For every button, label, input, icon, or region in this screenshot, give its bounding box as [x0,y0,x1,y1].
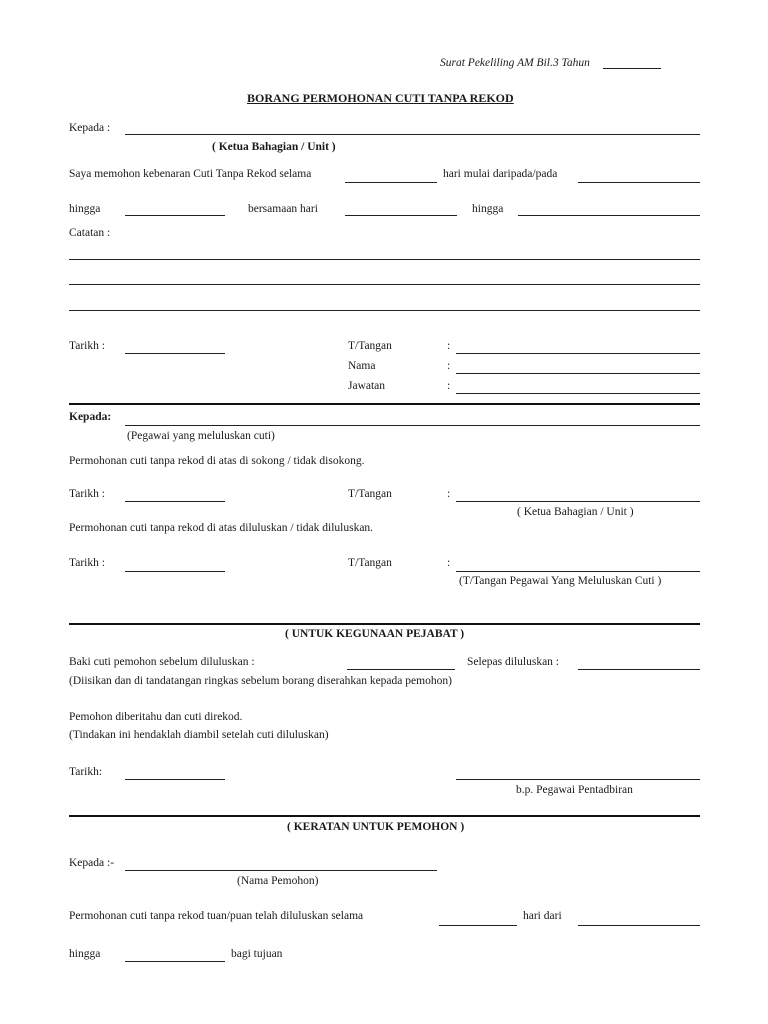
hingga-line-2[interactable] [518,215,700,216]
ttangan-line[interactable] [456,353,700,354]
pegawai-caption: (Pegawai yang meluluskan cuti) [127,430,275,442]
days-line[interactable] [345,182,437,183]
catatan-line-3[interactable] [69,310,700,311]
tarikh-line-3[interactable] [125,571,225,572]
selepas-line[interactable] [578,669,700,670]
nama-pemohon-line[interactable] [125,870,437,871]
circular-reference: Surat Pekeliling AM Bil.3 Tahun [440,57,590,69]
tarikh-label-4: Tarikh: [69,766,103,778]
nama-colon: : [447,360,451,372]
ketua-caption-2: ( Ketua Bahagian / Unit ) [517,506,634,518]
section-divider-1 [69,403,700,405]
hingga-label-3: hingga [69,948,101,960]
hingga-label: hingga [69,203,101,215]
ttangan-colon-2: : [447,488,451,500]
section-divider-2 [69,623,700,625]
office-heading: ( UNTUK KEGUNAAN PEJABAT ) [285,628,465,640]
ttangan-colon: : [447,340,451,352]
tarikh-label-2: Tarikh : [69,488,105,500]
jawatan-colon: : [447,380,451,392]
tarikh-label: Tarikh : [69,340,105,352]
jawatan-label: Jawatan [348,380,386,392]
tindakan-note: (Tindakan ini hendaklah diambil setelah cuti diluluskan) [69,729,329,741]
hingga-line-3[interactable] [125,961,225,962]
nama-line[interactable] [456,373,700,374]
baki-line[interactable] [347,669,455,670]
bp-signature-line[interactable] [456,779,700,780]
ttangan-line-3[interactable] [456,571,700,572]
kepada-label-2: Kepada: [69,411,112,423]
ttangan-label-2: T/Tangan [348,488,392,500]
bagi-tujuan-label: bagi tujuan [231,948,283,960]
hari-dari-line[interactable] [578,925,700,926]
form-title: BORANG PERMOHONAN CUTI TANPA REKOD [247,91,514,105]
ttangan-label: T/Tangan [348,340,392,352]
tarikh-line[interactable] [125,353,225,354]
jawatan-line[interactable] [456,393,700,394]
bp-caption: b.p. Pegawai Pentadbiran [516,784,633,796]
catatan-line-1[interactable] [69,259,700,260]
bersamaan-line[interactable] [345,215,457,216]
start-date-line[interactable] [578,182,700,183]
catatan-line-2[interactable] [69,284,700,285]
approved-text: Permohonan cuti tanpa rekod tuan/puan telah diluluskan selama [69,910,364,922]
bersamaan-hari-label: bersamaan hari [248,203,318,215]
baki-label: Baki cuti pemohon sebelum diluluskan : [69,656,255,668]
keratan-heading: ( KERATAN UNTUK PEMOHON ) [287,821,465,833]
ketua-caption: ( Ketua Bahagian / Unit ) [212,141,336,153]
hingga-label-2: hingga [472,203,504,215]
ttangan-label-3: T/Tangan [348,557,392,569]
kepada-line-2[interactable] [125,425,700,426]
ttangan-caption: (T/Tangan Pegawai Yang Meluluskan Cuti ) [459,575,662,587]
approved-days-line[interactable] [439,925,517,926]
selepas-label: Selepas diluluskan : [467,656,559,668]
kepada-line[interactable] [125,134,700,135]
kepada-label: Kepada : [69,122,111,134]
lulus-text: Permohonan cuti tanpa rekod di atas diluluskan / tidak diluluskan. [69,522,374,534]
circular-year-line[interactable] [603,68,661,69]
diberitahu-text: Pemohon diberitahu dan cuti direkod. [69,711,243,723]
diisikan-note: (Diisikan dan di tandatangan ringkas sebelum borang diserahkan kepada pemohon) [69,675,452,687]
hari-dari-label: hari dari [523,910,562,922]
ttangan-line-2[interactable] [456,501,700,502]
nama-label: Nama [348,360,376,372]
sokong-text: Permohonan cuti tanpa rekod di atas di sokong / tidak disokong. [69,455,365,467]
tarikh-line-2[interactable] [125,501,225,502]
kepada-label-3: Kepada :- [69,857,115,869]
request-text: Saya memohon kebenaran Cuti Tanpa Rekod selama [69,168,312,180]
section-divider-3 [69,815,700,817]
tarikh-label-3: Tarikh : [69,557,105,569]
nama-pemohon-caption: (Nama Pemohon) [237,875,319,887]
tarikh-line-4[interactable] [125,779,225,780]
end-date-line[interactable] [125,215,225,216]
hari-mulai-label: hari mulai daripada/pada [443,168,558,180]
ttangan-colon-3: : [447,557,451,569]
catatan-label: Catatan : [69,227,111,239]
